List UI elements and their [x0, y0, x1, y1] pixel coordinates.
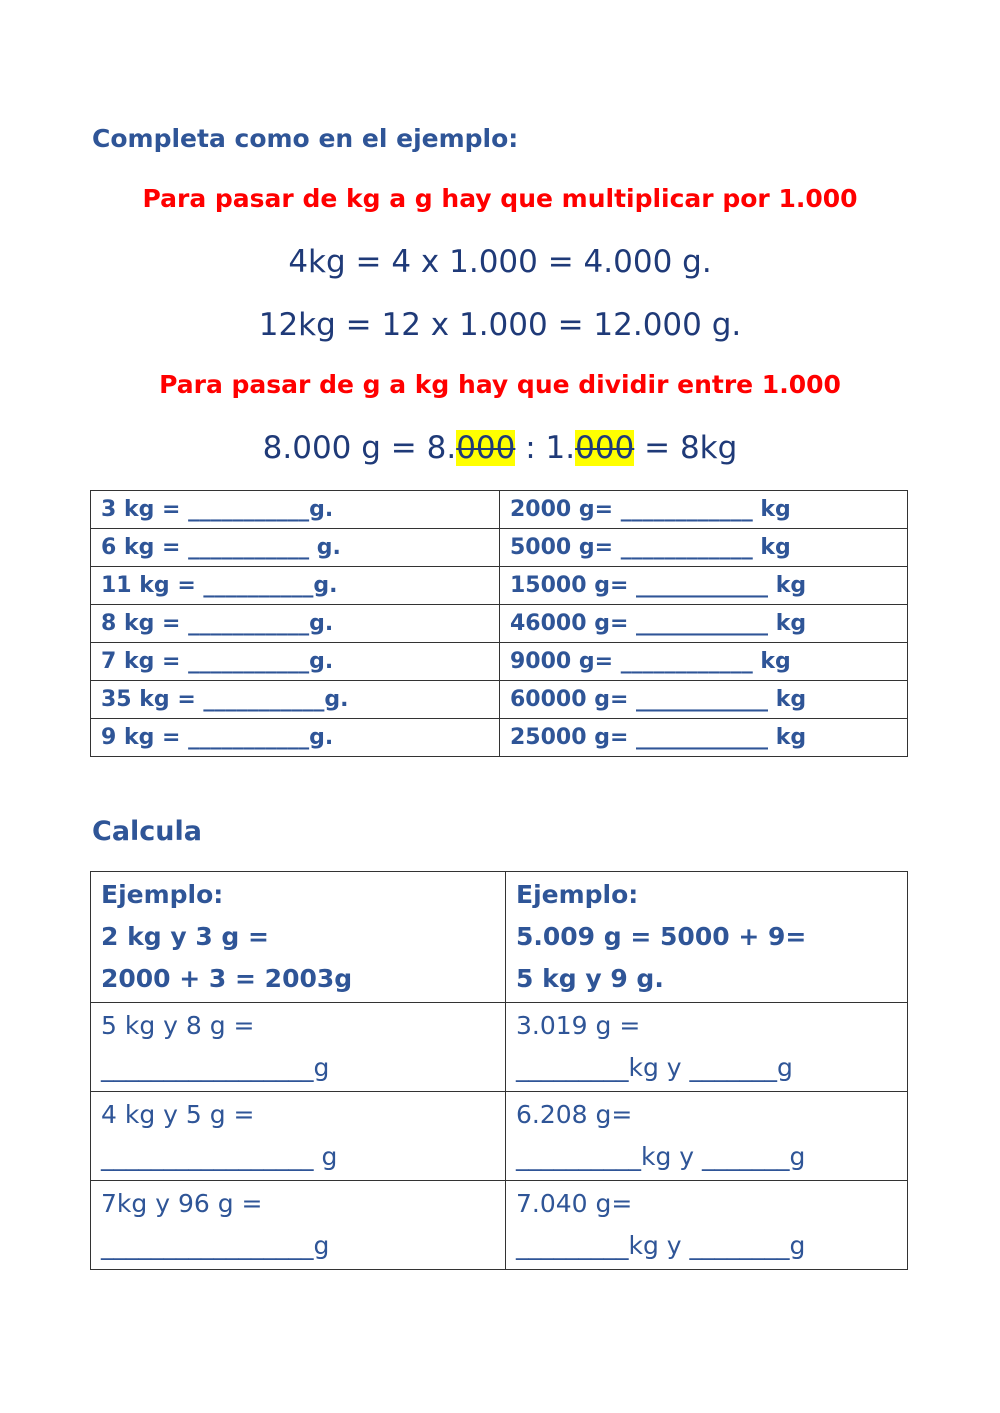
answer-blank[interactable]: _________________g	[101, 1053, 330, 1082]
example-1: 4kg = 4 x 1.000 = 4.000 g.	[288, 244, 712, 280]
conversion-cell-left[interactable]: 8 kg = ___________g.	[91, 605, 500, 643]
conversion-cell-right[interactable]: 5000 g= ____________ kg	[500, 529, 908, 567]
calc-cell-left[interactable]	[91, 1092, 506, 1181]
calc-cell-right[interactable]	[506, 1181, 908, 1270]
example-3	[0, 430, 1000, 466]
calc-cell-left[interactable]	[91, 1181, 506, 1270]
example-row	[91, 872, 908, 1003]
example-line: Ejemplo:	[516, 880, 639, 909]
conversion-table	[90, 490, 908, 757]
table-row	[91, 719, 908, 757]
conversion-cell-left[interactable]: 6 kg = ___________ g.	[91, 529, 500, 567]
calc-prompt: 7kg y 96 g =	[101, 1189, 263, 1218]
answer-blank[interactable]: _________kg y _______g	[516, 1053, 793, 1082]
conversion-cell-right[interactable]: 15000 g= ____________ kg	[500, 567, 908, 605]
example-line: 5.009 g = 5000 + 9=	[516, 922, 807, 951]
example-3-part2: : 1.	[515, 430, 576, 466]
conversion-cell-left[interactable]: 11 kg = __________g.	[91, 567, 500, 605]
calc-prompt: 6.208 g=	[516, 1100, 633, 1129]
answer-blank[interactable]: _________________g	[101, 1231, 330, 1260]
answer-blank[interactable]: _________________ g	[101, 1142, 338, 1171]
example-cell-right	[506, 872, 908, 1003]
calc-prompt: 7.040 g=	[516, 1189, 633, 1218]
table-row	[91, 567, 908, 605]
calc-prompt: 3.019 g =	[516, 1011, 641, 1040]
example-line: 2 kg y 3 g =	[101, 922, 269, 951]
calc-cell-right[interactable]	[506, 1092, 908, 1181]
calcula-heading: Calcula	[92, 816, 202, 847]
conversion-cell-left[interactable]: 7 kg = ___________g.	[91, 643, 500, 681]
conversion-cell-left[interactable]: 35 kg = ___________g.	[91, 681, 500, 719]
conversion-cell-right[interactable]: 9000 g= ____________ kg	[500, 643, 908, 681]
calc-cell-right[interactable]	[506, 1003, 908, 1092]
example-3-part3: = 8kg	[634, 430, 738, 466]
calcula-table	[90, 871, 908, 1270]
conversion-cell-left[interactable]: 9 kg = ___________g.	[91, 719, 500, 757]
conversion-cell-right[interactable]: 60000 g= ____________ kg	[500, 681, 908, 719]
struck-zeros-2: 000	[575, 430, 635, 466]
example-3-part1: 8.000 g = 8.	[262, 430, 457, 466]
example-2: 12kg = 12 x 1.000 = 12.000 g.	[258, 307, 742, 343]
table-row	[91, 1092, 908, 1181]
struck-zeros-1: 000	[456, 430, 516, 466]
table-row	[91, 529, 908, 567]
calc-prompt: 5 kg y 8 g =	[101, 1011, 255, 1040]
rule-kg-to-g: Para pasar de kg a g hay que multiplicar por 1.000	[142, 184, 858, 213]
conversion-cell-left[interactable]: 3 kg = ___________g.	[91, 491, 500, 529]
conversion-cell-right[interactable]: 46000 g= ____________ kg	[500, 605, 908, 643]
table-row	[91, 1181, 908, 1270]
instruction-heading: Completa como en el ejemplo:	[92, 124, 519, 153]
example-line: Ejemplo:	[101, 880, 224, 909]
table-row	[91, 491, 908, 529]
calc-cell-left[interactable]	[91, 1003, 506, 1092]
table-row	[91, 605, 908, 643]
conversion-cell-right[interactable]: 2000 g= ____________ kg	[500, 491, 908, 529]
table-row	[91, 1003, 908, 1092]
calc-prompt: 4 kg y 5 g =	[101, 1100, 255, 1129]
example-line: 5 kg y 9 g.	[516, 964, 664, 993]
table-row	[91, 681, 908, 719]
conversion-cell-right[interactable]: 25000 g= ____________ kg	[500, 719, 908, 757]
example-line: 2000 + 3 = 2003g	[101, 964, 353, 993]
rule-g-to-kg: Para pasar de g a kg hay que dividir entre 1.000	[159, 370, 841, 399]
table-row	[91, 643, 908, 681]
answer-blank[interactable]: _________kg y ________g	[516, 1231, 806, 1260]
example-cell-left	[91, 872, 506, 1003]
answer-blank[interactable]: __________kg y _______g	[516, 1142, 806, 1171]
